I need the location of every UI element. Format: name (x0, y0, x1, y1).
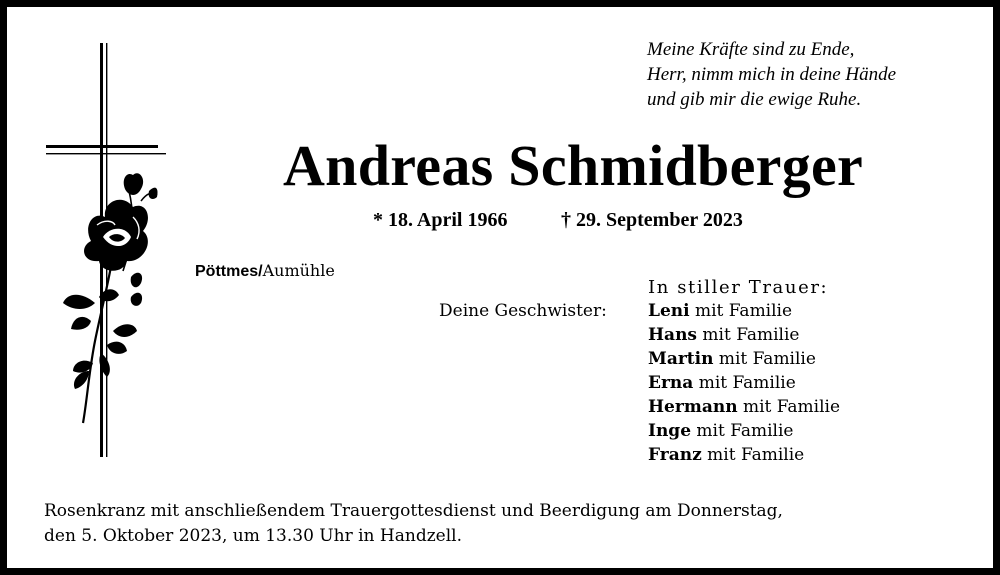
family-member-name: Franz (648, 445, 702, 465)
family-member-name: Hans (648, 325, 698, 345)
bible-quote (647, 37, 896, 112)
funeral-details (44, 499, 783, 549)
quote-line: Herr, nimm mich in deine Hände (647, 64, 897, 85)
family-member-name: Hermann (648, 397, 738, 417)
quote-line: Meine Kräfte sind zu Ende, (647, 39, 855, 60)
family-member (648, 323, 840, 347)
family-list (648, 299, 840, 467)
quote-line: und gib mir die ewige Ruhe. (647, 89, 862, 110)
deceased-name: Andreas Schmidberger (283, 133, 864, 198)
place-of-residence (195, 260, 335, 283)
family-member (648, 443, 840, 467)
family-member (648, 395, 840, 419)
family-member (648, 419, 840, 443)
place-locality: Aumühle (262, 261, 335, 280)
cross-with-rose-icon (43, 41, 173, 461)
family-member-suffix: mit Familie (691, 421, 794, 441)
family-member-suffix: mit Familie (713, 349, 816, 369)
family-member-suffix: mit Familie (737, 397, 841, 417)
siblings-label: Deine Geschwister: (439, 301, 607, 321)
family-member-name: Erna (648, 373, 694, 393)
place-town: Pöttmes/ (195, 263, 263, 280)
family-member-name: Martin (648, 349, 714, 369)
family-member (648, 371, 840, 395)
funeral-details-line: den 5. Oktober 2023, um 13.30 Uhr in Handzell. (44, 526, 462, 546)
death-date: † 29. September 2023 (561, 209, 743, 231)
family-member (648, 347, 840, 371)
family-member-suffix: mit Familie (689, 301, 793, 321)
family-member-suffix: mit Familie (697, 325, 800, 345)
family-member-suffix: mit Familie (701, 445, 805, 465)
birth-date: * 18. April 1966 (373, 209, 508, 231)
family-member-suffix: mit Familie (693, 373, 796, 393)
funeral-details-line: Rosenkranz mit anschließendem Trauergottesdienst und Beerdigung am Donnerstag, (44, 501, 783, 521)
mourning-label: In stiller Trauer: (648, 277, 829, 298)
family-member (648, 299, 840, 323)
family-member-name: Inge (648, 421, 692, 441)
family-member-name: Leni (648, 301, 690, 321)
